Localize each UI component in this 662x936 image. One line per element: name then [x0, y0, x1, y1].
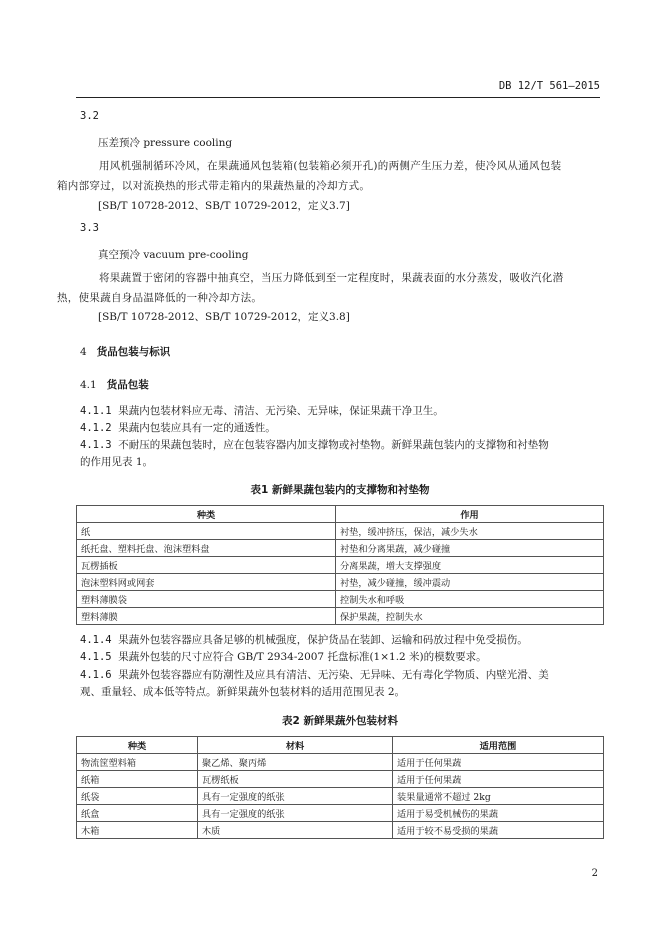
reference: [SB/T 10728-2012、SB/T 10729-2012，定义3.8]	[98, 311, 350, 323]
clause-number: 4.1.6	[80, 669, 112, 681]
clause-number: 4.1.5	[80, 651, 112, 663]
table-cell: 衬垫，减少碰撞，缓冲震动	[336, 574, 604, 591]
table-row	[77, 788, 604, 805]
table-cell: 纸盒	[77, 805, 198, 822]
section-title: 货品包装	[106, 379, 149, 391]
table-cell: 衬垫，缓冲挤压，保洁，减少失水	[336, 523, 604, 540]
document-code: DB 12/T 561—2015	[498, 80, 600, 92]
table-cell: 具有一定强度的纸张	[198, 788, 393, 805]
table-caption: 表2 新鲜果蔬外包装材料	[282, 715, 398, 727]
definition-line: 将果蔬置于密闭的容器中抽真空，当压力降低到至一定程度时，果蔬表面的水分蒸发，吸收汽化潜	[99, 272, 564, 284]
clause-number: 3.2	[80, 110, 99, 122]
table-cell: 泡沫塑料网或网套	[77, 574, 336, 591]
table-row	[77, 608, 604, 625]
table-cell: 适用于易受机械伤的果蔬	[393, 805, 604, 822]
clause-text: 果蔬外包装的尺寸应符合 GB/T 2934-2007 托盘标准(1×1.2 米)的模数要求。	[118, 651, 487, 663]
table-cell: 聚乙烯、聚丙烯	[198, 754, 393, 771]
table-caption: 表1 新鲜果蔬包装内的支撑物和衬垫物	[250, 484, 430, 496]
definition-text	[57, 156, 590, 196]
table-cell: 分离果蔬，增大支撑强度	[336, 557, 604, 574]
table-row	[77, 591, 604, 608]
section-number: 4.1	[80, 379, 97, 391]
table-header-row	[77, 737, 604, 754]
clause-text: 果蔬内包装材料应无毒、清洁、无污染、无异味，保证果蔬干净卫生。	[118, 405, 444, 417]
clause-number: 3.3	[80, 222, 99, 234]
section-title: 货品包装与标识	[96, 346, 171, 358]
clause-number: 4.1.1	[80, 405, 112, 417]
table-row	[77, 574, 604, 591]
clause-number: 4.1.4	[80, 634, 112, 646]
column-header: 适用范围	[393, 737, 604, 754]
header-rule	[76, 97, 600, 98]
table-cell: 木质	[198, 822, 393, 839]
table-row	[77, 523, 604, 540]
table-cell: 纸	[77, 523, 336, 540]
definition-line: 用风机强制循环冷风，在果蔬通风包装箱(包装箱必须开孔)的两侧产生压力差，使冷风从通风包装	[99, 160, 562, 172]
column-header: 材料	[198, 737, 393, 754]
table-row	[77, 754, 604, 771]
clause-text: 果蔬外包装容器应具备足够的机械强度，保护货品在装卸、运输和码放过程中免受损伤。	[118, 634, 528, 646]
table-row	[77, 771, 604, 788]
table-row	[77, 822, 604, 839]
table-cell: 适用于较不易受损的果蔬	[393, 822, 604, 839]
outer-packaging-table	[76, 736, 604, 839]
clause-4-1-4	[80, 632, 528, 647]
definition-text	[57, 268, 590, 308]
clause-4-1-5	[80, 649, 487, 664]
clause-text-continued: 观、重量轻、成本低等特点。新鲜果蔬外包装材料的适用范围见表 2。	[80, 686, 406, 698]
table-cell: 瓦楞插板	[77, 557, 336, 574]
table-cell: 塑料薄膜袋	[77, 591, 336, 608]
table-cell: 控制失水和呼吸	[336, 591, 604, 608]
clause-4-1-6	[80, 667, 549, 682]
clause-4-1-3	[80, 437, 549, 452]
table-cell: 装果量通常不超过 2kg	[393, 788, 604, 805]
table-row	[77, 805, 604, 822]
clause-4-1-1	[80, 403, 444, 418]
clause-text: 果蔬外包装容器应有防潮性及应具有清洁、无污染、无异味、无有毒化学物质、内壁光滑、美	[118, 669, 549, 681]
table-cell: 纸袋	[77, 788, 198, 805]
table-cell: 物流筐塑料箱	[77, 754, 198, 771]
column-header: 作用	[336, 506, 604, 523]
clause-text-continued: 的作用见表 1。	[80, 456, 154, 468]
section-heading	[80, 344, 170, 359]
subsection-heading	[80, 377, 149, 392]
clause-number: 4.1.3	[80, 439, 112, 451]
column-header: 种类	[77, 506, 336, 523]
table-row	[77, 540, 604, 557]
column-header: 种类	[77, 737, 198, 754]
table-cell: 瓦楞纸板	[198, 771, 393, 788]
table-cell: 纸托盘、塑料托盘、泡沫塑料盘	[77, 540, 336, 557]
term-title: 压差预冷 pressure cooling	[98, 137, 233, 149]
table-cell: 纸箱	[77, 771, 198, 788]
table-header-row	[77, 506, 604, 523]
table-cell: 具有一定强度的纸张	[198, 805, 393, 822]
clause-4-1-2	[80, 420, 276, 435]
clause-number: 4.1.2	[80, 422, 112, 434]
term-title: 真空预冷 vacuum pre-cooling	[98, 249, 249, 261]
table-cell: 衬垫和分离果蔬，减少碰撞	[336, 540, 604, 557]
page-number: 2	[591, 868, 598, 879]
table-cell: 塑料薄膜	[77, 608, 336, 625]
table-cell: 适用于任何果蔬	[393, 771, 604, 788]
table-cell: 保护果蔬，控制失水	[336, 608, 604, 625]
definition-line: 热，使果蔬自身品温降低的一种冷却方法。	[57, 292, 263, 304]
section-number: 4	[80, 346, 87, 358]
table-row	[77, 557, 604, 574]
table-cell: 木箱	[77, 822, 198, 839]
clause-text: 不耐压的果蔬包装时，应在包装容器内加支撑物或衬垫物。新鲜果蔬包装内的支撑物和衬垫物	[118, 439, 549, 451]
support-materials-table	[76, 505, 604, 625]
reference: [SB/T 10728-2012、SB/T 10729-2012，定义3.7]	[98, 200, 350, 212]
clause-text: 果蔬内包装应具有一定的通透性。	[118, 422, 276, 434]
definition-line: 箱内部穿过，以对流换热的形式带走箱内的果蔬热量的冷却方式。	[57, 180, 371, 192]
table-cell: 适用于任何果蔬	[393, 754, 604, 771]
